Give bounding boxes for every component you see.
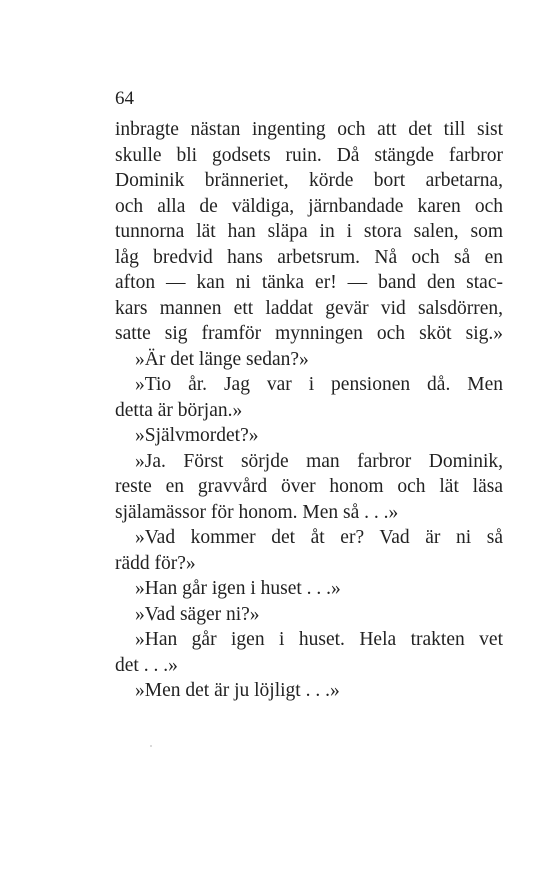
text-line: det . . .» — [115, 654, 178, 676]
text-line: låg bredvid hans arbetsrum. Nå och så en — [115, 246, 503, 268]
text-line: »Självmordet?» — [135, 425, 259, 446]
text-line: själamässor för honom. Men så . . .» — [115, 501, 399, 523]
text-line: reste en gravvård över honom och lät läsa — [115, 476, 503, 497]
page-number: 64 — [115, 88, 134, 109]
text-line: »Tio år. Jag var i pensionen då. Men — [135, 374, 503, 395]
text-line: »Han går igen i huset. Hela trakten vet — [135, 629, 503, 650]
text-line: satte sig framför mynningen och sköt sig.» — [115, 323, 503, 344]
text-line: »Vad säger ni?» — [135, 603, 260, 625]
text-line: Dominik bränneriet, körde bort arbetarna, — [115, 170, 503, 191]
text-line: »Ja. Först sörjde man farbror Dominik, — [135, 450, 503, 472]
body-text — [115, 117, 503, 704]
text-line: rädd för?» — [115, 552, 196, 574]
text-line: inbragte nästan ingenting och att det till sist — [115, 119, 503, 140]
text-line: »Är det länge sedan?» — [135, 348, 309, 370]
text-line: kars mannen ett laddat gevär vid salsdörren, — [115, 297, 503, 319]
text-line: »Han går igen i huset . . .» — [135, 578, 341, 599]
text-line: och alla de väldiga, järnbandade karen och — [115, 195, 503, 217]
text-line: »Men det är ju löjligt . . .» — [135, 680, 340, 701]
text-line: skulle bli godsets ruin. Då stängde farbror — [115, 144, 503, 166]
text-line: tunnorna lät han släpa in i stora salen, som — [115, 221, 503, 242]
text-line: »Vad kommer det åt er? Vad är ni så — [135, 527, 503, 548]
paper-speck — [150, 745, 152, 747]
text-line: afton — kan ni tänka er! — band den stac- — [115, 272, 503, 293]
text-line: detta är början.» — [115, 399, 243, 421]
